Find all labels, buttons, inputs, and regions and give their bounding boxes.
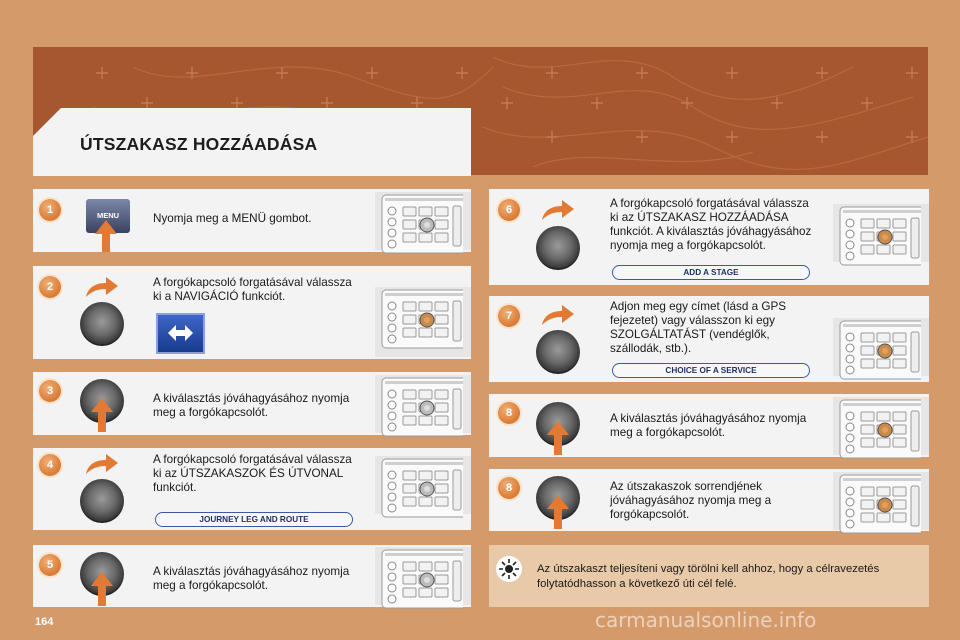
step-text: A kiválasztás jóváhagyásához nyomja meg a forgókapcsolót. — [610, 412, 807, 439]
step-number-badge: 6 — [498, 199, 520, 221]
step-number-badge: 4 — [39, 454, 61, 476]
step-number-badge: 2 — [39, 276, 61, 298]
rotary-knob — [536, 330, 580, 374]
push-arrow-icon — [547, 495, 569, 529]
step-text: A kiválasztás jóváhagyásához nyomja meg a forgókapcsolót. — [153, 392, 350, 419]
push-arrow-icon — [547, 421, 569, 455]
rotate-arrow-icon — [540, 305, 574, 327]
step-text: A forgókapcsoló forgatásával válassza ki az ÚTSZAKASZ HOZZÁADÁSA funkciót. A kiválasztás jóváhagyásához nyomja meg a forgókapcsolót. — [610, 197, 812, 252]
radio-unit-illustration — [381, 194, 463, 262]
radio-unit-illustration — [839, 474, 921, 542]
watermark: carmanualsonline.info — [595, 608, 817, 632]
push-arrow-icon — [95, 220, 117, 252]
screen-label-pill: JOURNEY LEG AND ROUTE — [155, 512, 353, 527]
rotary-knob — [536, 226, 580, 270]
step-number-badge: 3 — [39, 380, 61, 402]
radio-unit-illustration — [839, 399, 921, 467]
rotary-knob — [80, 479, 124, 523]
navigation-icon — [156, 313, 205, 354]
radio-unit-illustration — [839, 320, 921, 388]
note-text: Az útszakaszt teljesíteni vagy törölni kell ahhoz, hogy a célravezetés folytatódhasson a következő úti cél felé. — [537, 563, 880, 590]
menu-button: MENU — [86, 199, 130, 233]
radio-unit-illustration — [381, 289, 463, 357]
rotate-arrow-icon — [84, 277, 118, 299]
radio-unit-illustration — [381, 549, 463, 617]
radio-unit-illustration — [381, 458, 463, 526]
step-text: A forgókapcsoló forgatásával válassza ki a NAVIGÁCIÓ funkciót. — [153, 276, 352, 303]
step-text: A kiválasztás jóváhagyásához nyomja meg a forgókapcsolót. — [153, 565, 350, 592]
step-number-badge: 5 — [39, 554, 61, 576]
step-number-badge: 8 — [498, 477, 520, 499]
rotate-arrow-icon — [84, 454, 118, 476]
push-arrow-icon — [91, 398, 113, 432]
step-text: Nyomja meg a MENÜ gombot. — [153, 212, 312, 225]
rotary-knob — [80, 302, 124, 346]
rotate-arrow-icon — [540, 200, 574, 222]
radio-unit-illustration — [839, 206, 921, 274]
info-sun-icon — [496, 556, 522, 582]
screen-label-pill: ADD A STAGE — [612, 265, 810, 280]
radio-unit-illustration — [381, 377, 463, 445]
info-note — [489, 545, 929, 607]
page-title: ÚTSZAKASZ HOZZÁADÁSA — [80, 134, 318, 154]
navigation-arrows-icon — [158, 315, 203, 352]
step-text: Az útszakaszok sorrendjének jóváhagyásához nyomja meg a forgókapcsolót. — [610, 480, 772, 521]
page-number: 164 — [35, 616, 54, 628]
step-number-badge: 7 — [498, 305, 520, 327]
push-arrow-icon — [91, 572, 113, 606]
sun-icon — [496, 556, 522, 582]
step-text: A forgókapcsoló forgatásával válassza ki az ÚTSZAKASZOK ÉS ÚTVONAL funkciót. — [153, 453, 352, 494]
screen-label-pill: CHOICE OF A SERVICE — [612, 363, 810, 378]
step-number-badge: 8 — [498, 402, 520, 424]
step-number-badge: 1 — [39, 199, 61, 221]
step-text: Adjon meg egy címet (lásd a GPS fejezetet) vagy válasszon ki egy SZOLGÁLTATÁST (vendéglők, szállodák, stb.). — [610, 300, 787, 355]
